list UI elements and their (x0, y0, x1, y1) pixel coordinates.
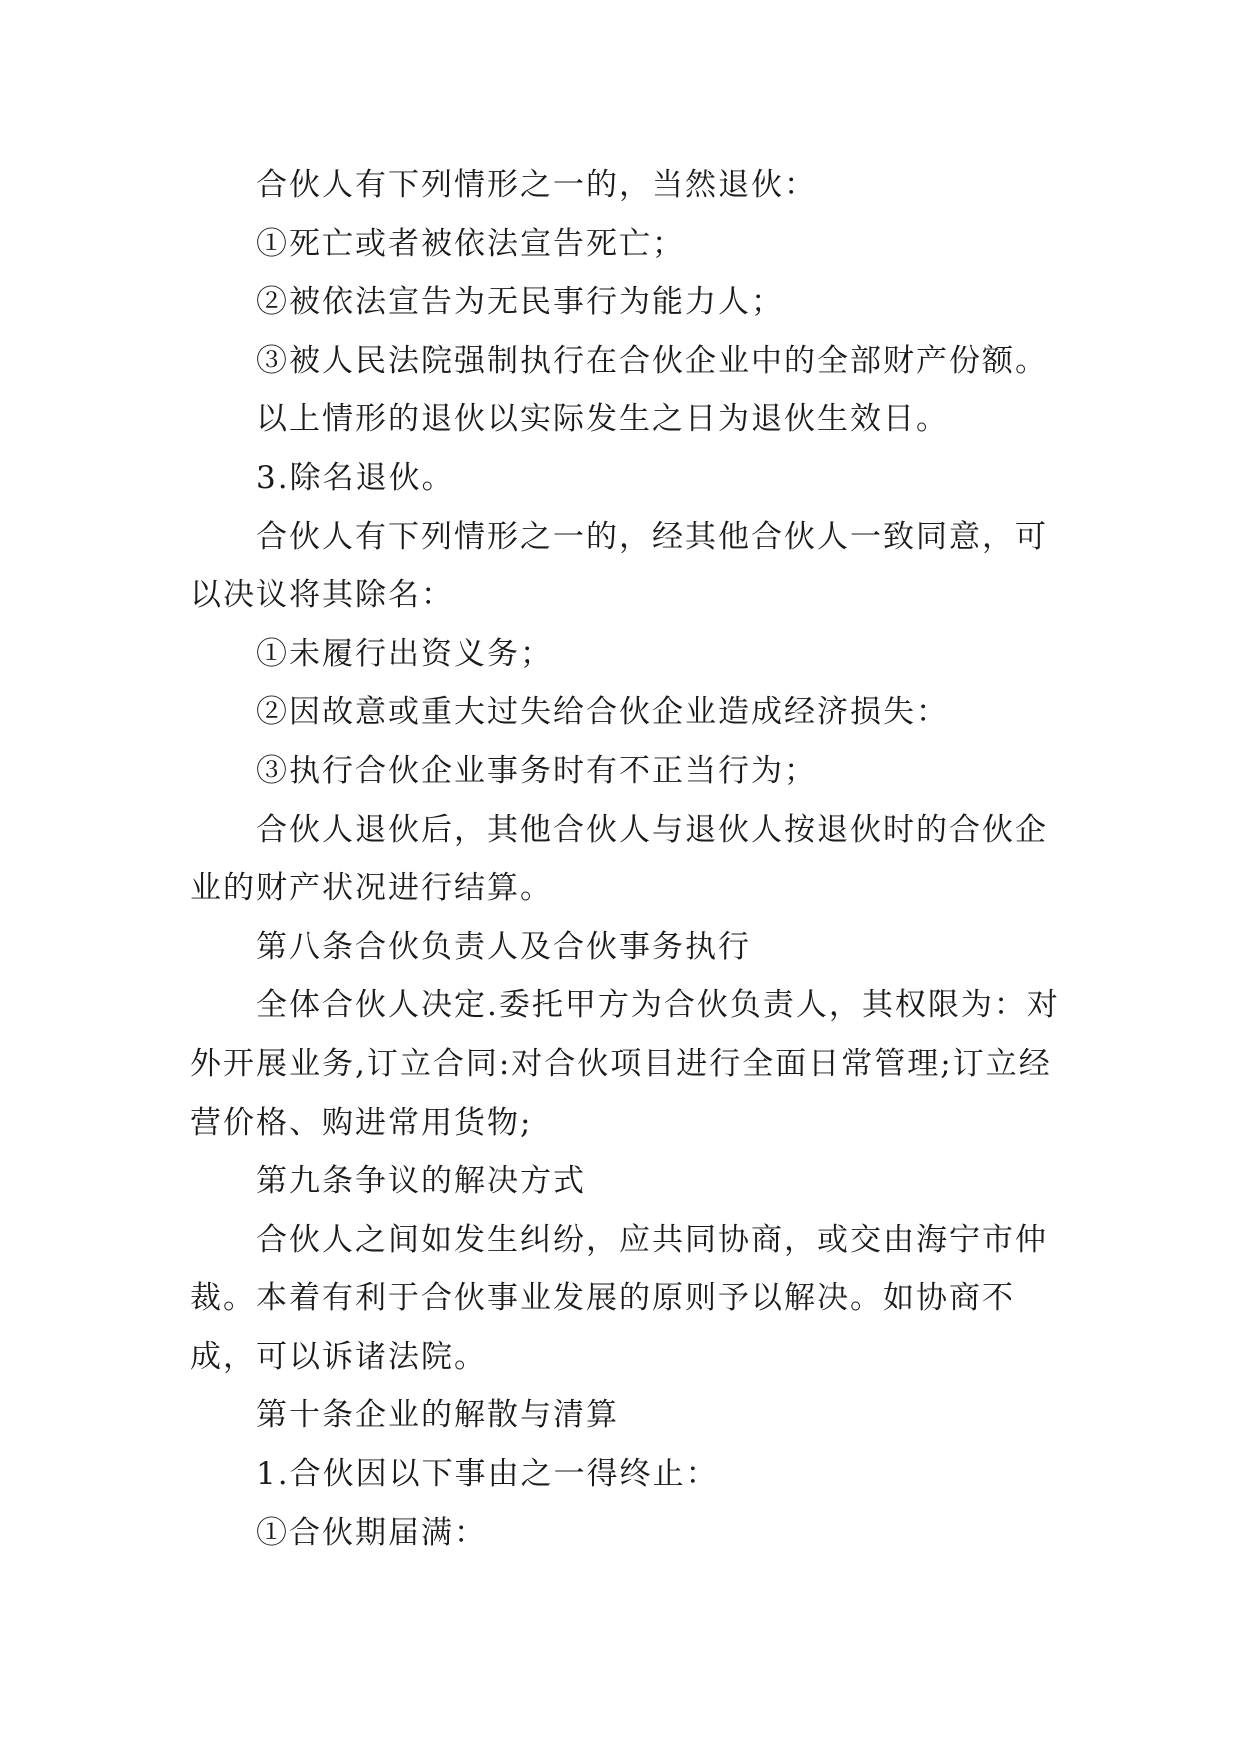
section-heading: 3.除名退伙。 (256, 459, 455, 496)
list-item: ②被依法宣告为无民事行为能力人； (256, 284, 784, 321)
paragraph: 合伙人有下列情形之一的，经其他合伙人一致同意，可以决议将其除名： (190, 518, 1048, 614)
paragraph: 合伙人退伙后，其他合伙人与退伙人按退伙时的合伙企业的财产状况进行结算。 (190, 811, 1048, 907)
section-heading: 1.合伙因以下事由之一得终止： (256, 1456, 719, 1493)
paragraph: 全体合伙人决定.委托甲方为合伙负责人，其权限为：对外开展业务,订立合同:对合伙项目进行全面日常管理;订立经营价格、购进常用货物; (190, 987, 1060, 1141)
list-item: ①死亡或者被依法宣告死亡； (256, 225, 685, 262)
article-heading: 第九条争议的解决方式 (256, 1163, 586, 1200)
list-item: ①合伙期届满： (256, 1514, 487, 1551)
list-item: ②因故意或重大过失给合伙企业造成经济损失： (256, 694, 949, 731)
paragraph: 以上情形的退伙以实际发生之日为退伙生效日。 (256, 401, 949, 438)
article-heading: 第十条企业的解散与清算 (256, 1397, 619, 1434)
article-heading: 第八条合伙负责人及合伙事务执行 (256, 928, 751, 965)
list-item: ③被人民法院强制执行在合伙企业中的全部财产份额。 (256, 342, 1048, 379)
list-item: ①未履行出资义务； (256, 635, 553, 672)
list-item: ③执行合伙企业事务时有不正当行为； (256, 752, 817, 789)
paragraph: 合伙人之间如发生纠纷，应共同协商，或交由海宁市仲裁。本着有利于合伙事业发展的原则予以解决。如协商不成，可以诉诸法院。 (190, 1221, 1048, 1375)
paragraph: 合伙人有下列情形之一的，当然退伙： (256, 167, 817, 203)
document-body (190, 156, 1070, 1562)
